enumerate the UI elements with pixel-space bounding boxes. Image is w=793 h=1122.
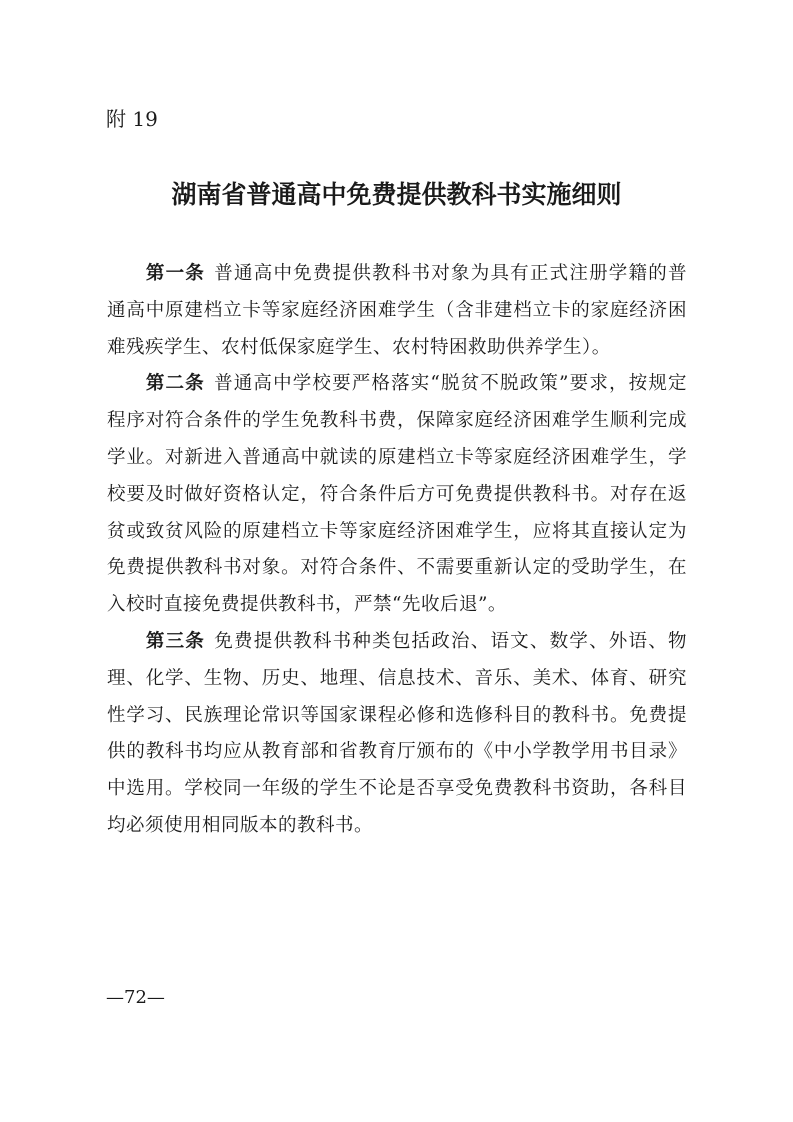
attachment-label: 附 19 (106, 107, 158, 131)
page-number: —72— (106, 987, 165, 1008)
article-number: 第三条 (145, 630, 206, 652)
article-3 (107, 624, 687, 845)
document-body (107, 256, 687, 845)
article-text: 普通高中免费提供教科书对象为具有正式注册学籍的普通高中原建档立卡等家庭经济困难学生（含非建档立卡的家庭经济困难残疾学生、农村低保家庭学生、农村特困救助供养学生）。 (107, 263, 687, 358)
document-title: 湖南省普通高中免费提供教科书实施细则 (171, 180, 622, 209)
article-number: 第二条 (145, 373, 205, 395)
article-number: 第一条 (145, 263, 206, 284)
article-text: 普通高中学校要严格落实“脱贫不脱政策”要求，按规定程序对符合条件的学生免教科书费，保障家庭经济困难学生顺利完成学业。对新进入普通高中就读的原建档立卡等家庭经济困难学生，学校要及时做好资格认定，符合条件后方可免费提供教科书。对存在返贫或致贫风险的原建档立卡等家庭经济困难学生，应将其直接认定为免费提供教科书对象。对符合条件、不需要重新认定的受助学生，在入校时直接免费提供教科书，严禁“先收后退”。 (107, 373, 687, 616)
article-2 (107, 366, 687, 624)
article-1 (107, 256, 687, 366)
article-text: 免费提供教科书种类包括政治、语文、数学、外语、物理、化学、生物、历史、地理、信息技术、音乐、美术、体育、研究性学习、民族理论常识等国家课程必修和选修科目的教科书。免费提供的教科书均应从教育部和省教育厅颁布的《中小学教学用书目录》中选用。学校同一年级的学生不论是否享受免费教科书资助，各科目均必须使用相同版本的教科书。 (107, 630, 687, 836)
